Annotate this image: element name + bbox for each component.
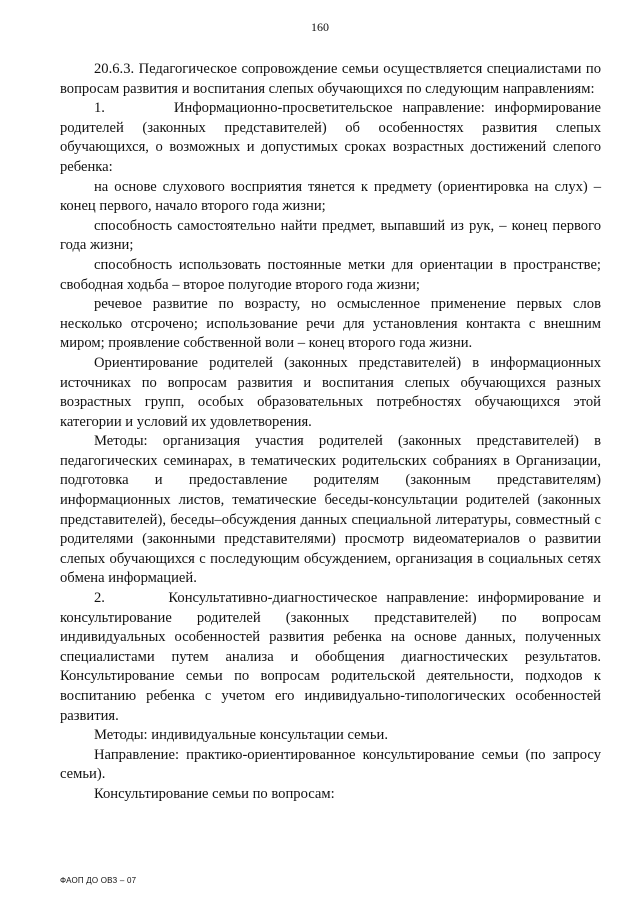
paragraph: на основе слухового восприятия тянется к предмету (ориентировка на слух) – конец первого, начало второго года жизни; bbox=[60, 178, 601, 215]
paragraph: 2. Консультативно-диагностическое направление: информирование и консультирование родителей (законных представителей) по вопросам индивидуальных особенностей развития ребенка на основе данных, полученных специалистами путем анализа и обобщения диагностических результатов. Консультирование семьи по вопросам родительской деятельности, подходов к воспитанию ребенка с учетом его индивидуально-типологических особенностей развития. bbox=[60, 590, 601, 724]
paragraph: способность самостоятельно найти предмет, выпавший из рук, – конец первого года жизни; bbox=[60, 217, 601, 254]
document-footer: ФАОП ДО ОВЗ – 07 bbox=[60, 876, 137, 885]
paragraph: 20.6.3. Педагогическое сопровождение семьи осуществляется специалистами по вопросам развития и воспитания слепых обучающихся по следующим направлениям: bbox=[60, 61, 601, 97]
paragraph: Консультирование семьи по вопросам: bbox=[94, 785, 335, 802]
paragraph: Методы: индивидуальные консультации семьи. bbox=[94, 727, 388, 744]
document-body bbox=[60, 60, 601, 805]
paragraph: речевое развитие по возрасту, но осмысленное применение первых слов несколько отсрочено; использование речи для установления контакта с внешним миром; проявление собственной воли – конец второго года жизни. bbox=[60, 296, 601, 352]
paragraph: Ориентирование родителей (законных представителей) в информационных источниках по вопросам развития и воспитания слепых обучающихся разных возрастных групп, особых образовательных потребностях обучающихся этой категории и условий их удовлетворения. bbox=[60, 354, 601, 430]
paragraph: способность использовать постоянные метки для ориентации в пространстве; свободная ходьба – второе полугодие второго года жизни; bbox=[60, 256, 601, 293]
paragraph: Методы: организация участия родителей (законных представителей) в педагогических семинарах, в тематических родительских собраниях в Организации, подготовка и предоставление родителям (законным представителям) информационных листов, тематические беседы-консультации родителей (законных представителей), беседы–обсуждения данных специальной литературы, совместный с родителями (законными представителями) просмотр видеоматериалов о развитии слепых обучающихся с последующим обсуждением, организация в социальных сетях обмена информацией. bbox=[60, 433, 601, 587]
paragraph: 1. Информационно-просветительское направление: информирование родителей (законных представителей) об особенностях развития слепых обучающихся, о возможных и допустимых сроках возрастных достижений слепого ребенка: bbox=[60, 100, 601, 175]
paragraph: Направление: практико-ориентированное консультирование семьи (по запросу семьи). bbox=[60, 746, 601, 783]
page-number: 160 bbox=[311, 20, 329, 34]
